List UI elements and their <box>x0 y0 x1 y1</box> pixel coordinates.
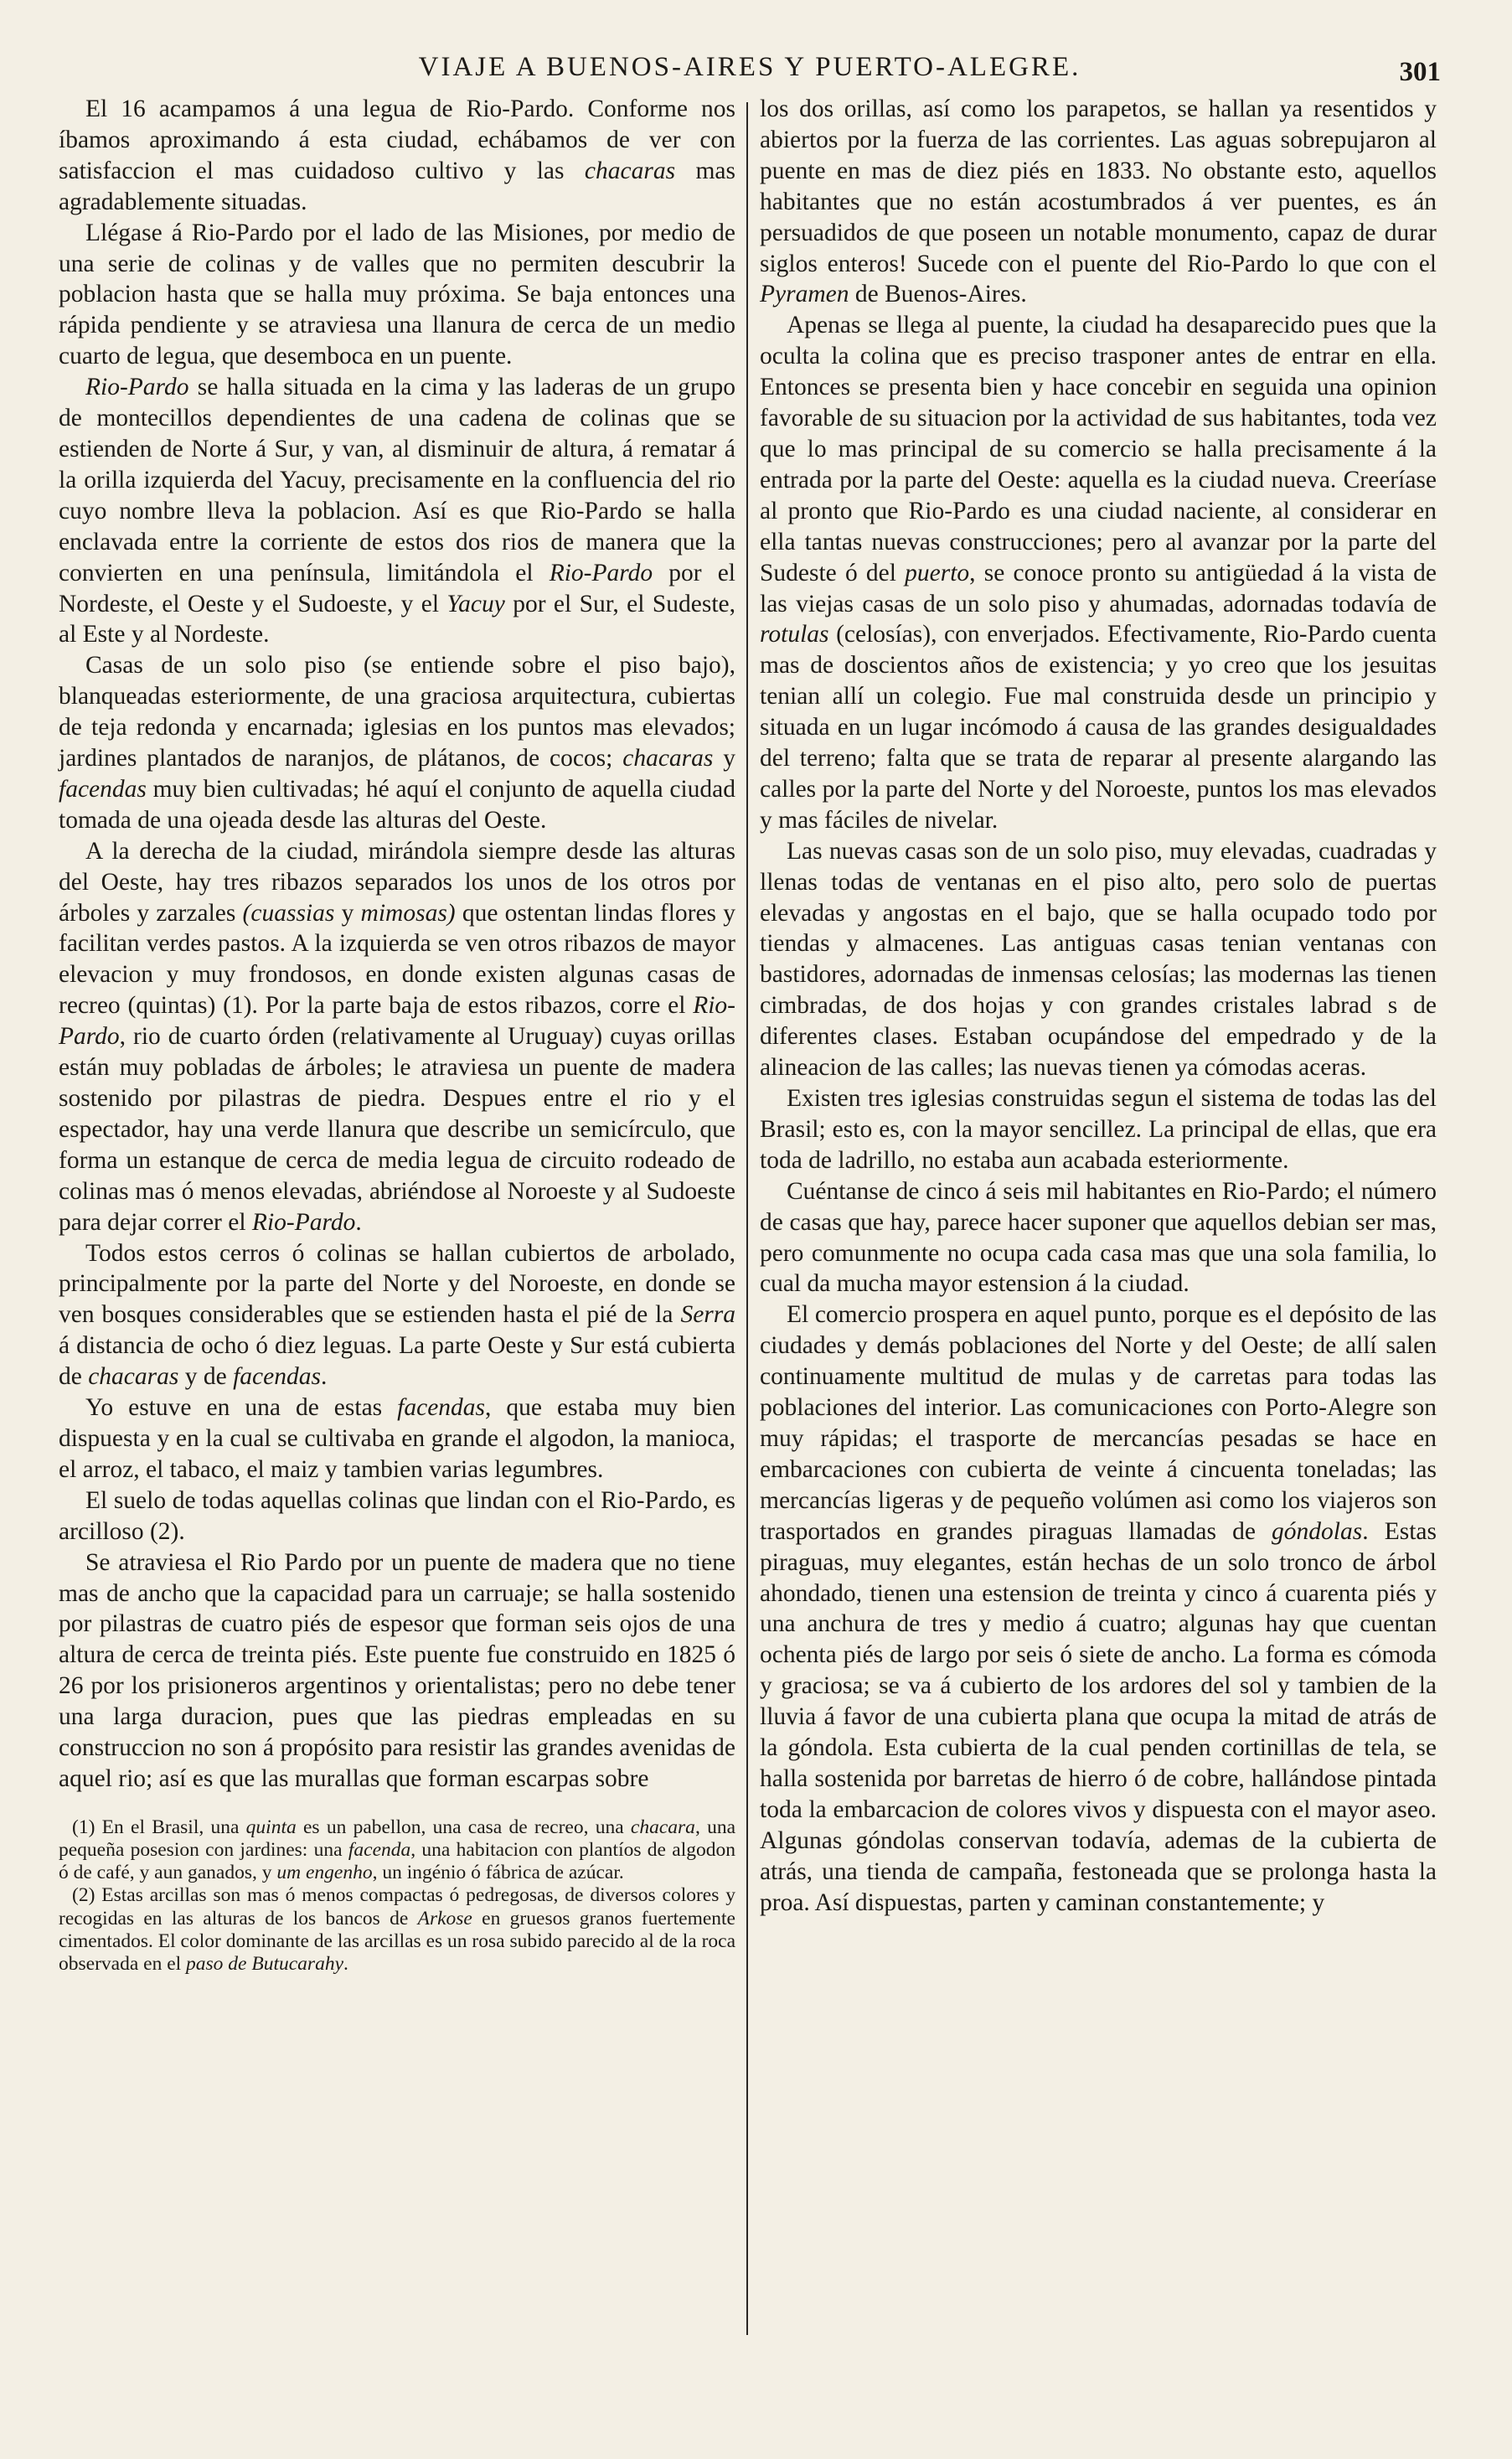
paragraph-churches: Existen tres iglesias construidas segun el sistema de todas las del Brasil; esto es, con la mayor sencillez. La principal de ellas, que era toda de ladrillo, no estaba aun acabada esteriormente. <box>760 1085 1437 1174</box>
paragraph-population: Cuéntanse de cinco á seis mil habitantes en Rio-Pardo; el número de casas que hay, parece hacer suponer que aquellos debian ser mas, pero comunmente no ocupa cada casa mas que una sola familia, lo cual da mucha mayor estension á la ciudad. <box>760 1177 1437 1298</box>
footnote-1: (1) En el Brasil, una quinta es un pabellon, una casa de recreo, una chacara, una pequeña posesion con jardines: una facenda, una habitacion con plantíos de algodon ó de café, y aun ganados, y um engenho, un ingénio ó fábrica de azúcar. <box>59 1816 735 1884</box>
paragraph-arrival: El 16 acampamos á una legua de Rio-Pardo. Conforme nos íbamos aproximando á esta ciudad, echábamos de ver con satisfaccion el mas cuidadoso cultivo y las chacaras mas agradablemente situadas. <box>59 96 735 215</box>
page-number: 301 <box>1399 57 1441 87</box>
paragraph-new-houses: Las nuevas casas son de un solo piso, muy elevadas, cuadradas y llenas todas de ventanas en el piso alto, pero solo de puertas elevadas y angostas en el bajo, que se halla ocupado todo por tiendas y almacenes. Las antiguas casas tenian ventanas con bastidores, adornadas de inmensas celosías; las modernas las tienen cimbradas, de dos hojas y con grandes cristales labrad s de diferentes clases. Estaban ocupándose del empedrado y de la alineacion de las calles; las nuevas tienen ya cómodas aceras. <box>760 837 1437 1082</box>
page-header <box>59 52 1441 94</box>
paragraph-soil: El suelo de todas aquellas colinas que lindan con el Rio-Pardo, es arcilloso (2). <box>59 1486 735 1545</box>
right-column <box>760 94 1437 2348</box>
paragraph-hills: Todos estos cerros ó colinas se hallan cubiertos de arbolado, principalmente por la parte del Norte y del Noroeste, en donde se ven bosques considerables que se estienden hasta el pié de la Serra á distancia de ocho ó diez leguas. La parte Oeste y Sur está cubierta de chacaras y de facendas. <box>59 1239 735 1391</box>
paragraph-bridge-continued: los dos orillas, así como los parapetos, se hallan ya resentidos y abiertos por la fuerza de las corrientes. Las aguas sobrepujaron al puente en mas de diez piés en 1833. No obstante esto, aquellos habitantes que no están acostumbrados á ver puentes, es án persuadidos de que poseen un notable monumento, capaz de durar siglos enteros! Sucede con el puente del Rio-Pardo lo que con el Pyramen de Buenos-Aires. <box>760 96 1437 308</box>
paragraph-ribazos: A la derecha de la ciudad, mirándola siempre desde las alturas del Oeste, hay tres ribazos separados los unos de los otros por árboles y zarzales (cuassias y mimosas) que ostentan lindas flores y facilitan verdes pastos. A la izquierda se ven otros ribazos de mayor elevacion y muy frondosos, en donde existen algunas casas de recreo (quintas) (1). Por la parte baja de estos ribazos, corre el Rio-Pardo, rio de cuarto órden (relativamente al Uruguay) cuyas orillas están muy pobladas de árboles; le atraviesa un puente de madera sostenido por pilastras de piedra. Despues entre el rio y el espectador, hay una verde llanura que describe un semicírculo, que forma un estanque de cerca de media legua de circuito rodeado de colinas mas ó menos elevadas, abriéndose al Noroeste y al Sudoeste para dejar correr el Rio-Pardo. <box>59 837 735 1236</box>
running-title: VIAJE A BUENOS-AIRES Y PUERTO-ALEGRE. <box>418 52 1081 82</box>
paragraph-approach: Llégase á Rio-Pardo por el lado de las Misiones, por medio de una serie de colinas y de valles que no permiten descubrir la poblacion hasta que se halla muy próxima. Se baja entonces una rápida pendiente y se atraviesa una llanura de cerca de un medio cuarto de legua, que desemboca en un puente. <box>59 219 735 370</box>
paragraph-houses: Casas de un solo piso (se entiende sobre el piso bajo), blanqueadas esteriormente, de una graciosa arquitectura, cubiertas de teja redonda y encarnada; iglesias en los puntos mas elevados; jardines plantados de naranjos, de plátanos, de cocos; chacaras y facendas muy bien cultivadas; hé aquí el conjunto de aquella ciudad tomada de una ojeada desde las alturas del Oeste. <box>59 652 736 834</box>
paragraph-commerce: El comercio prospera en aquel punto, porque es el depósito de las ciudades y demás poblaciones del Norte y del Oeste; de allí salen continuamente multitud de mulas y de carretas para todas las poblaciones del interior. Las comunicaciones con Porto-Alegre son muy rápidas; el trasporte de mercancías pesadas se hace en embarcaciones con cubierta de veinte á cincuenta toneladas; las mercancías ligeras y de pequeño volúmen asi como los viajeros son trasportados en grandes piraguas llamadas de góndolas. Estas piraguas, muy elegantes, están hechas de un solo tronco de árbol ahondado, tienen una estension de treinta y cinco á cuarenta piés y una anchura de tres y medio á cuatro; algunas hay que cuentan ochenta piés de largo por seis ó siete de ancho. La forma es cómoda y graciosa; se va á cubierto de los ardores del sol y tambien de la lluvia á favor de una cubierta plana que ocupa la mitad de atrás de la góndola. Esta cubierta de la cual penden cortinillas de tela, se halla sostenida por barretas de hierro ó de cobre, hallándose pintada toda la embarcacion de colores vivos y dispuesta con el mayor aseo. Algunas góndolas conservan todavía, ademas de la cubierta de atrás, una tienda de campaña, festoneada que se prolonga hasta la proa. Así dispuestas, parten y caminan constantemente; y <box>760 1301 1437 1916</box>
left-column <box>59 94 735 2348</box>
paragraph-facenda: Yo estuve en una de estas facendas, que estaba muy bien dispuesta y en la cual se cultivaba en grande el algodon, la manioca, el arroz, el tabaco, el maiz y tambien varias legumbres. <box>59 1394 735 1483</box>
paragraph-situation: Rio-Pardo se halla situada en la cima y las laderas de un grupo de montecillos dependientes de una cadena de colinas que se estienden de Norte á Sur, y van, al disminuir de altura, á rematar á la orilla izquierda del Yacuy, precisamente en la confluencia del rio cuyo nombre lleva la poblacion. Así es que Rio-Pardo se halla enclavada entre la corriente de estos dos rios de manera que la convierten en una península, limitándola el Rio-Pardo por el Nordeste, el Oeste y el Sudoeste, y el Yacuy por el Sur, el Sudeste, al Este y al Nordeste. <box>59 374 735 648</box>
footnote-2: (2) Estas arcillas son mas ó menos compactas ó pedregosas, de diversos colores y recogidas en las alturas de los bancos de Arkose en gruesos granos fuertemente cimentados. El color dominante de las arcillas es un rosa subido parecido al de la roca observada en el paso de Butucarahy. <box>59 1884 735 1976</box>
column-divider <box>746 102 748 2335</box>
footnotes <box>59 1816 735 1976</box>
paragraph-town-view: Apenas se llega al puente, la ciudad ha desaparecido pues que la oculta la colina que es preciso trasponer antes de entrar en ella. Entonces se presenta bien y hace concebir en seguida una opinion favorable de su situacion por la actividad de sus habitantes, toda vez que lo mas principal de su comercio se halla precisamente á la entrada por la parte del Oeste: aquella es la ciudad nueva. Creeríase al pronto que Rio-Pardo es una ciudad naciente, al considerar en ella tantas nuevas construcciones; pero al avanzar por la parte del Sudeste ó del puerto, se conoce pronto su antigüedad á la vista de las viejas casas de un solo piso y ahumadas, adornadas todavía de rotulas (celosías), con enverjados. Efectivamente, Rio-Pardo cuenta mas de doscientos años de existencia; y yo creo que los jesuitas tenian allí un colegio. Fue mal construida desde un principio y situada en un lugar incómodo á causa de las grandes desigualdades del terreno; falta que se trata de reparar al presente alargando las calles por la parte del Norte y del Noroeste, puntos los mas elevados y mas fáciles de nivelar. <box>760 312 1437 834</box>
paragraph-bridge: Se atraviesa el Rio Pardo por un puente de madera que no tiene mas de ancho que la capacidad para un carruaje; se halla sostenido por pilastras de cuatro piés de espesor que forman seis ojos de una altura de cerca de treinta piés. Este puente fue construido en 1825 ó 26 por los prisioneros argentinos y orientalistas; pero no debe tener una larga duracion, pues que las piedras empleadas en su construccion no son á propósito para resistir las grandes avenidas de aquel rio; así es que las murallas que forman escarpas sobre <box>59 1548 735 1792</box>
